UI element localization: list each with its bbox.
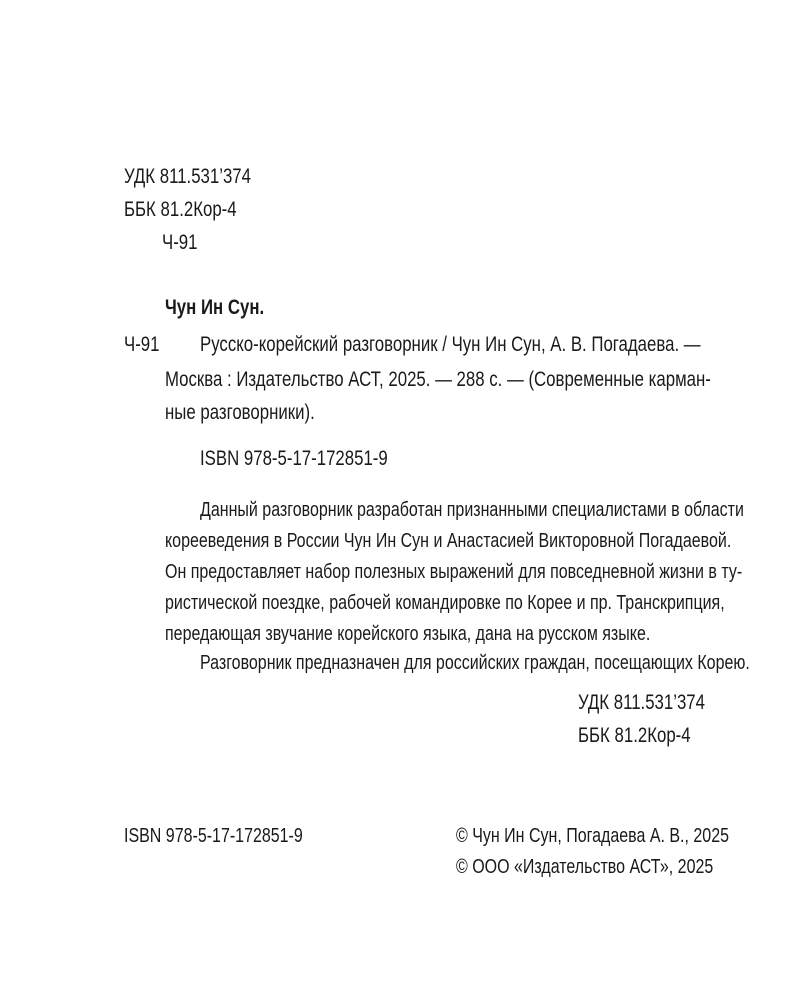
- record-line-2: Москва : Издательство АСТ, 2025. — 288 с. — (Современные карман-: [165, 368, 711, 391]
- annotation-line-2: корееведения в России Чун Ин Сун и Анастасией Викторовной Погадаевой.: [165, 530, 732, 552]
- annotation-line-3: Он предоставляет набор полезных выражений для повседневной жизни в ту-: [165, 561, 743, 583]
- annotation-line-4: ристической поездке, рабочей командировке по Корее и пр. Транскрипция,: [165, 592, 725, 614]
- record-line-1: Русско-корейский разговорник / Чун Ин Сун, А. В. Погадаева. —: [200, 333, 701, 356]
- bbk-code-top: ББК 81.2Кор-4: [124, 198, 237, 221]
- author-mark-top: Ч-91: [162, 231, 198, 254]
- udk-code-top: УДК 811.531’374: [124, 165, 251, 188]
- annotation-line-1: Данный разговорник разработан признанными специалистами в области: [200, 499, 744, 521]
- annotation-line-6: Разговорник предназначен для российских граждан, посещающих Корею.: [200, 652, 750, 674]
- isbn-footer: ISBN 978-5-17-172851-9: [124, 825, 303, 847]
- author-heading: Чун Ин Сун.: [165, 296, 265, 319]
- record-line-3: ные разговорники).: [165, 401, 315, 424]
- annotation-line-5: передающая звучание корейского языка, дана на русском языке.: [165, 623, 651, 645]
- isbn-record: ISBN 978-5-17-172851-9: [200, 447, 388, 470]
- copyright-publisher: © ООО «Издательство АСТ», 2025: [456, 856, 714, 878]
- bbk-code-bottom: ББК 81.2Кор-4: [578, 724, 691, 747]
- author-mark-record: Ч-91: [124, 333, 160, 356]
- udk-code-bottom: УДК 811.531’374: [578, 691, 705, 714]
- copyright-authors: © Чун Ин Сун, Погадаева А. В., 2025: [456, 825, 729, 847]
